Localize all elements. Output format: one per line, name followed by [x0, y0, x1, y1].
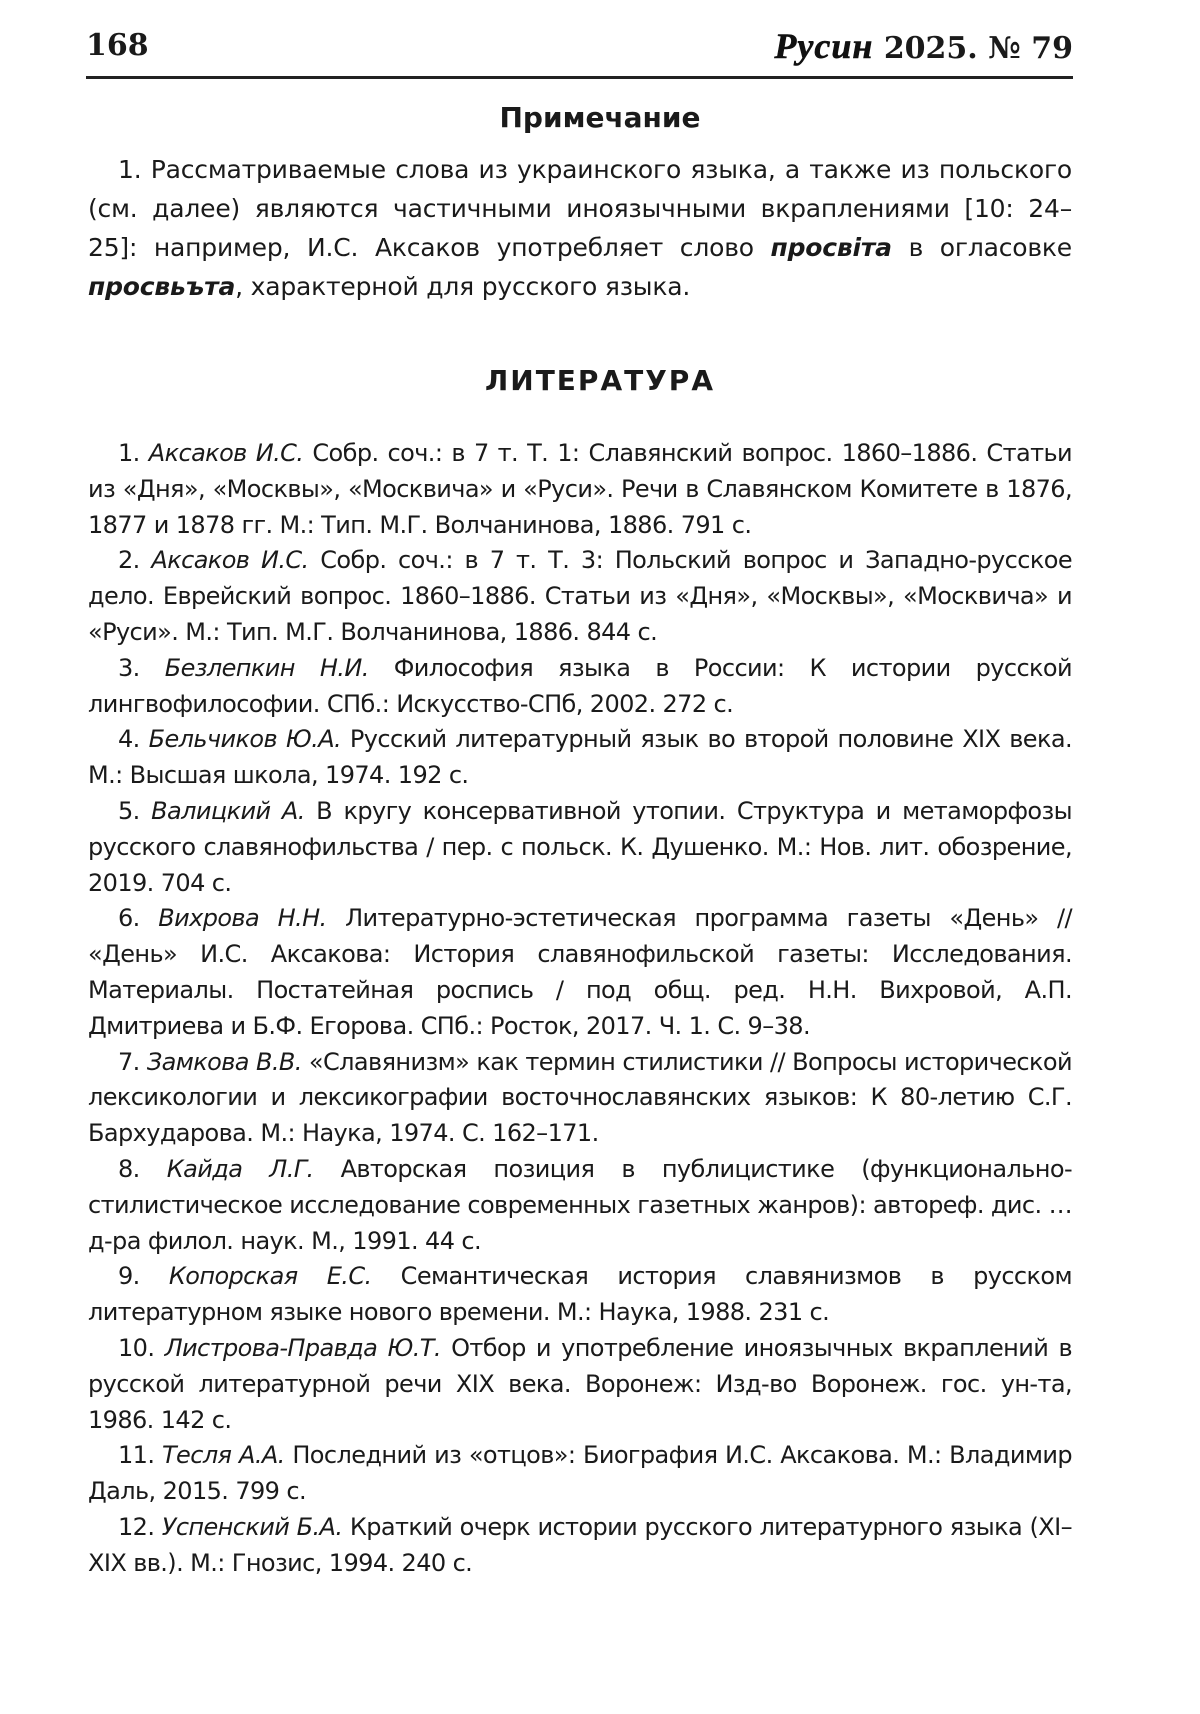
reference-text: В кругу консервативной утопии. Структура и метаморфозы русского славянофильства / пер. с польск. К. Душенко. М.: Нов. лит. обозрение, 2019. 704 с.	[88, 796, 1072, 897]
reference-item	[88, 722, 1072, 794]
reference-number: 11.	[118, 1441, 155, 1470]
note-term-prosvjata: просвьъта	[88, 272, 236, 301]
reference-author: Кайда Л.Г.	[166, 1154, 314, 1183]
reference-item	[88, 901, 1072, 1044]
reference-text: Собр. соч.: в 7 т. Т. 1: Славянский вопрос. 1860–1886. Статьи из «Дня», «Москвы», «Москвича» и «Руси». Речи в Славянском Комитете в 1876, 1877 и 1878 гг. М.: Тип. М.Г. Волчанинова, 1886. 791 с.	[88, 439, 1072, 539]
reference-number: 8.	[118, 1154, 140, 1183]
reference-author: Аксаков И.С.	[151, 546, 309, 575]
reference-item	[88, 1510, 1072, 1582]
reference-author: Аксаков И.С.	[148, 439, 304, 467]
journal-logo: Русин	[774, 26, 874, 66]
reference-number: 10.	[118, 1333, 155, 1362]
note-paragraph	[88, 150, 1072, 306]
reference-text: Философия языка в России: К истории русской лингвофилософии. СПб.: Искусство-СПб, 2002. 272 с.	[88, 653, 1073, 718]
reference-author: Копорская Е.С.	[168, 1262, 372, 1291]
reference-author: Успенский Б.А.	[161, 1512, 343, 1541]
reference-text: Русский литературный язык во второй половине XIX века. М.: Высшая школа, 1974. 192 с.	[88, 725, 1072, 790]
reference-author: Безлепкин Н.И.	[164, 653, 369, 682]
reference-number: 7.	[118, 1047, 140, 1076]
note-term-prosvita: просвіта	[770, 233, 892, 262]
reference-number: 2.	[118, 546, 140, 575]
note-text-middle: в огласовке	[891, 233, 1072, 262]
reference-text: Собр. соч.: в 7 т. Т. 3: Польский вопрос и Западно-русское дело. Еврейский вопрос. 1860–1886. Статьи из «Дня», «Москвы», «Москвича» и «Руси». М.: Тип. М.Г. Волчанинова, 1886. 844 с.	[88, 546, 1072, 646]
journal-title	[774, 28, 1073, 67]
reference-author: Замкова В.В.	[146, 1047, 302, 1076]
reference-text: Последний из «отцов»: Биография И.С. Аксакова. М.: Владимир Даль, 2015. 799 с.	[88, 1441, 1072, 1506]
reference-item	[88, 1259, 1072, 1331]
page-number: 168	[86, 28, 149, 63]
reference-number: 12.	[118, 1512, 155, 1541]
note-text-start: 1. Рассматриваемые слова из украинского языка, а также из польского (см. далее) являются частичными иноязычными вкраплениями [10: 24–25]: например, И.С. Аксаков употребляет слово	[88, 155, 1072, 262]
reference-author: Листрова-Правда Ю.Т.	[164, 1333, 441, 1362]
reference-author: Вихрова Н.Н.	[158, 904, 327, 933]
reference-text: Отбор и употребление иноязычных вкраплений в русской литературной речи XIX века. Воронеж: Изд-во Воронеж. гос. ун-та, 1986. 142 с.	[88, 1333, 1072, 1434]
reference-number: 5.	[118, 796, 140, 825]
issue-number: 2025. № 79	[883, 31, 1073, 66]
reference-text: Литературно-эстетическая программа газеты «День» // «День» И.С. Аксакова: История славянофильской газеты: Исследования. Материалы. Постатейная роспись / под общ. ред. Н.Н. Вихровой, А.П. Дмитриева и Б.Ф. Егорова. СПб.: Росток, 2017. Ч. 1. С. 9–38.	[88, 904, 1072, 1040]
reference-item	[88, 1331, 1072, 1438]
reference-list	[88, 436, 1072, 1582]
reference-number: 4.	[118, 725, 140, 754]
reference-item	[88, 1152, 1072, 1259]
reference-number: 1.	[118, 439, 140, 467]
reference-number: 6.	[118, 904, 140, 933]
reference-item	[88, 436, 1072, 543]
literature-heading: ЛИТЕРАТУРА	[485, 364, 715, 397]
reference-author: Валицкий А.	[151, 796, 305, 825]
reference-item	[88, 1045, 1072, 1152]
reference-item	[88, 651, 1072, 723]
note-heading: Примечание	[499, 101, 701, 134]
reference-text: Авторская позиция в публицистике (функционально-стилистическое исследование современных газетных жанров): автореф. дис. … д-ра филол. наук. М., 1991. 44 с.	[88, 1154, 1073, 1255]
reference-text: Краткий очерк истории русского литературного языка (XI–XIX вв.). М.: Гнозис, 1994. 240 с.	[88, 1512, 1073, 1577]
reference-author: Тесля А.А.	[162, 1441, 285, 1470]
reference-item	[88, 794, 1072, 901]
reference-author: Бельчиков Ю.А.	[148, 725, 342, 754]
reference-number: 3.	[118, 653, 140, 682]
note-text-end: , характерной для русского языка.	[235, 272, 691, 301]
reference-item	[88, 543, 1072, 650]
reference-number: 9.	[118, 1262, 140, 1291]
running-header	[86, 28, 1073, 79]
reference-text: «Славянизм» как термин стилистики // Вопросы исторической лексикологии и лексикографии восточнославянских языков: К 80-летию С.Г. Бархударова. М.: Наука, 1974. С. 162–171.	[88, 1047, 1072, 1148]
reference-text: Семантическая история славянизмов в русском литературном языке нового времени. М.: Наука, 1988. 231 с.	[88, 1262, 1072, 1327]
reference-item	[88, 1438, 1072, 1510]
